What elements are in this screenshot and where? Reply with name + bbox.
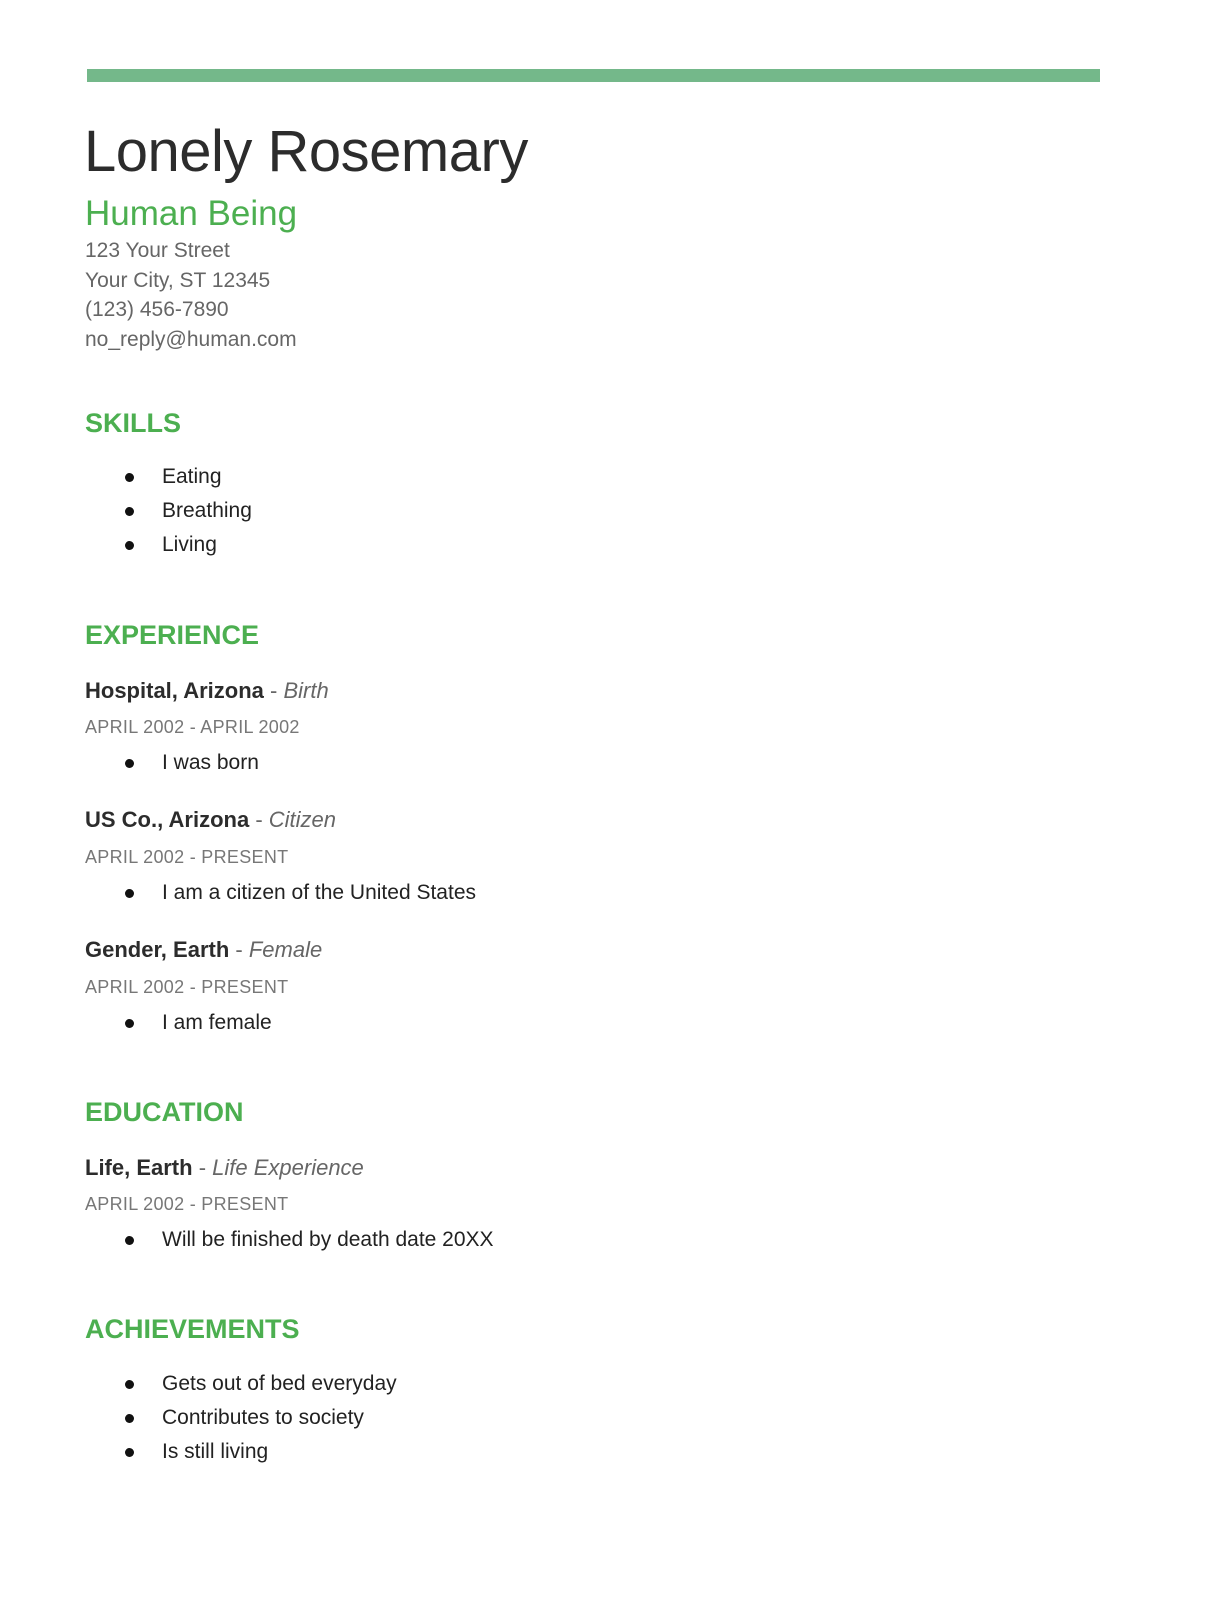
education-title bbox=[85, 1153, 364, 1183]
experience-bullets bbox=[121, 876, 476, 910]
list-item: Will be finished by death date 20XX bbox=[121, 1223, 494, 1257]
list-item: I am female bbox=[121, 1006, 272, 1040]
resume-role: Human Being bbox=[85, 194, 298, 233]
experience-title bbox=[85, 676, 329, 706]
bullet-icon bbox=[125, 1414, 134, 1423]
education-program: Life Experience bbox=[212, 1155, 364, 1180]
experience-title bbox=[85, 805, 336, 835]
skills-list bbox=[121, 460, 252, 562]
contact-block bbox=[85, 236, 297, 354]
experience-title bbox=[85, 935, 322, 965]
list-item: Breathing bbox=[121, 494, 252, 528]
title-separator: - bbox=[249, 807, 269, 832]
bullet-icon bbox=[125, 1019, 134, 1028]
achievements-heading: ACHIEVEMENTS bbox=[85, 1314, 300, 1344]
phone-number: (123) 456-7890 bbox=[85, 298, 229, 321]
achievements-list bbox=[121, 1367, 397, 1469]
experience-org: Gender, Earth bbox=[85, 937, 230, 962]
list-item: Eating bbox=[121, 460, 252, 494]
bullet-icon bbox=[125, 1448, 134, 1457]
list-item: Is still living bbox=[121, 1435, 397, 1469]
education-dates: APRIL 2002 - PRESENT bbox=[85, 1194, 289, 1214]
list-item: Living bbox=[121, 528, 252, 562]
title-separator: - bbox=[192, 1155, 213, 1180]
header-accent-rule bbox=[87, 69, 1100, 82]
experience-position: Birth bbox=[283, 678, 329, 703]
title-separator: - bbox=[263, 678, 284, 703]
list-item: Contributes to society bbox=[121, 1401, 397, 1435]
address-line-2: Your City, ST 12345 bbox=[85, 268, 271, 292]
resume-name: Lonely Rosemary bbox=[84, 119, 528, 184]
experience-org: US Co., Arizona bbox=[85, 807, 250, 832]
experience-org: Hospital, Arizona bbox=[85, 678, 264, 703]
title-separator: - bbox=[229, 937, 249, 962]
address-line-1: 123 Your Street bbox=[85, 239, 230, 262]
email-address: no_reply@human.com bbox=[85, 327, 297, 351]
experience-dates: APRIL 2002 - PRESENT bbox=[85, 847, 289, 867]
bullet-icon bbox=[125, 1236, 134, 1245]
skills-heading: SKILLS bbox=[85, 408, 182, 438]
experience-position: Citizen bbox=[268, 807, 337, 832]
education-bullets bbox=[121, 1223, 494, 1257]
bullet-icon bbox=[125, 507, 134, 516]
experience-bullets bbox=[121, 746, 259, 780]
experience-bullets bbox=[121, 1006, 272, 1040]
experience-dates: APRIL 2002 - APRIL 2002 bbox=[85, 717, 300, 737]
education-heading: EDUCATION bbox=[85, 1097, 244, 1127]
list-item: I am a citizen of the United States bbox=[121, 876, 476, 910]
bullet-icon bbox=[125, 473, 134, 482]
bullet-icon bbox=[125, 1380, 134, 1389]
experience-position: Female bbox=[248, 937, 323, 962]
bullet-icon bbox=[125, 889, 134, 898]
education-org: Life, Earth bbox=[85, 1155, 193, 1180]
list-item: Gets out of bed everyday bbox=[121, 1367, 397, 1401]
experience-heading: EXPERIENCE bbox=[85, 620, 260, 650]
list-item: I was born bbox=[121, 746, 259, 780]
experience-dates: APRIL 2002 - PRESENT bbox=[85, 977, 289, 997]
bullet-icon bbox=[125, 759, 134, 768]
bullet-icon bbox=[125, 541, 134, 550]
